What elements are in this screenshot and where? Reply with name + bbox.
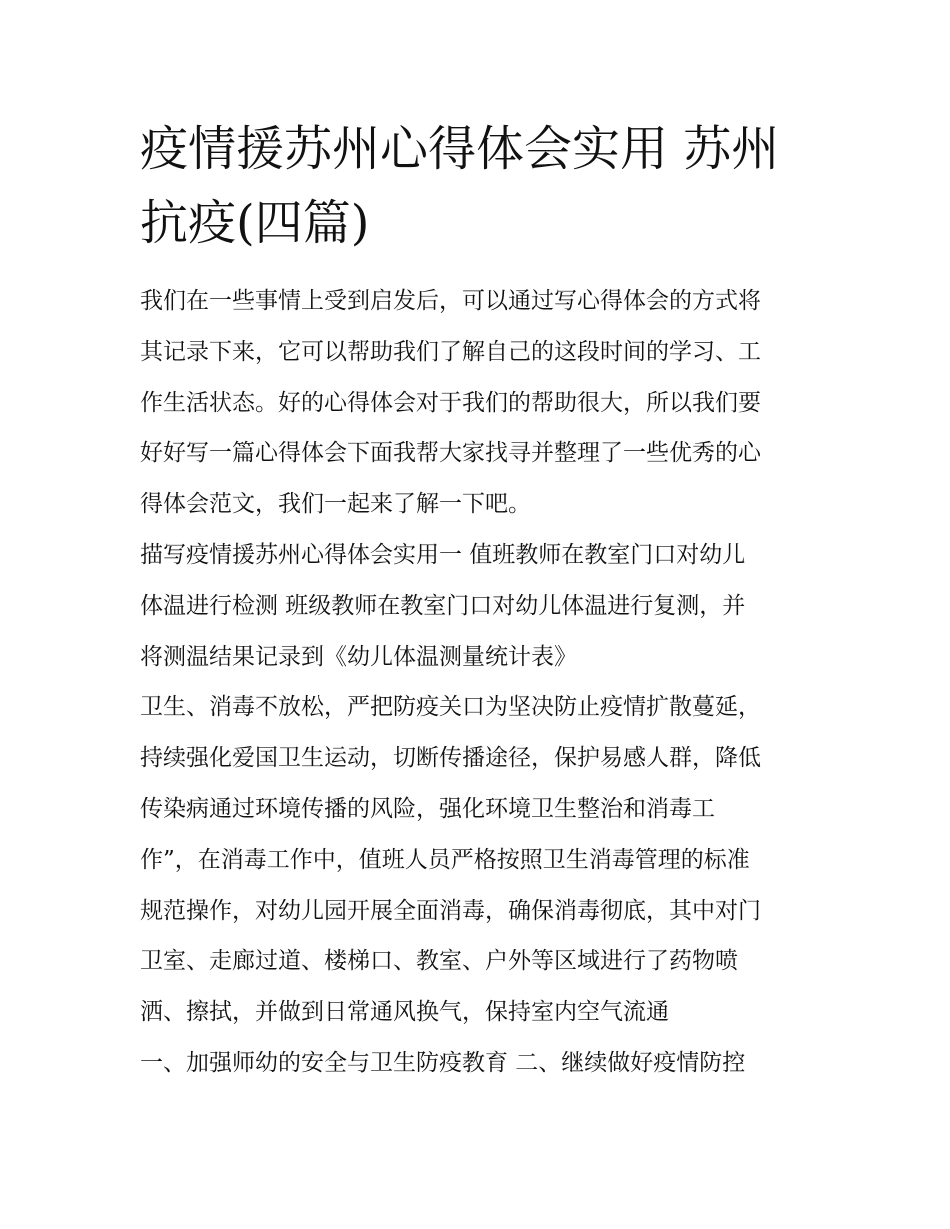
body-line: 体温进行检测 班级教师在教室门口对幼儿体温进行复测，并	[140, 592, 746, 619]
body-line: 卫室、走廊过道、楼梯口、教室、户外等区域进行了药物喷	[140, 948, 738, 975]
body-line: 我们在一些事情上受到启发后，可以通过写心得体会的方式将	[140, 288, 761, 314]
document-title	[140, 112, 820, 260]
body-line: 描写疫情援苏州心得体会实用一 值班教师在教室门口对幼儿	[140, 541, 746, 568]
body-line: 传染病通过环境传播的风险，强化环境卫生整治和消毒工	[140, 795, 715, 822]
body-line: 好好写一篇心得体会下面我帮大家找寻并整理了一些优秀的心	[140, 440, 761, 467]
body-line: 作”，在消毒工作中，值班人员严格按照卫生消毒管理的标准	[140, 846, 750, 873]
body-line: 一、加强师幼的安全与卫生防疫教育 二、继续做好疫情防控	[140, 1049, 746, 1076]
title-line-2: 抗疫(四篇)	[140, 195, 370, 251]
body-line: 持续强化爱国卫生运动，切断传播途径，保护易感人群，降低	[140, 745, 761, 772]
body-line: 洒、擦拭，并做到日常通风换气，保持室内空气流通	[140, 999, 669, 1026]
title-line-1: 疫情援苏州心得体会实用 苏州	[140, 121, 780, 177]
body-line: 规范操作，对幼儿园开展全面消毒，确保消毒彻底，其中对门	[140, 897, 761, 924]
body-line: 卫生、消毒不放松，严把防疫关口为坚决防止疫情扩散蔓延，	[140, 694, 761, 721]
body-line: 作生活状态。好的心得体会对于我们的帮助很大，所以我们要	[140, 389, 761, 416]
body-line: 得体会范文，我们一起来了解一下吧。	[140, 491, 531, 518]
body-line: 将测温结果记录到《幼儿体温测量统计表》	[140, 643, 577, 670]
document-body	[140, 276, 820, 1089]
body-line: 其记录下来，它可以帮助我们了解自己的这段时间的学习、工	[140, 338, 761, 365]
